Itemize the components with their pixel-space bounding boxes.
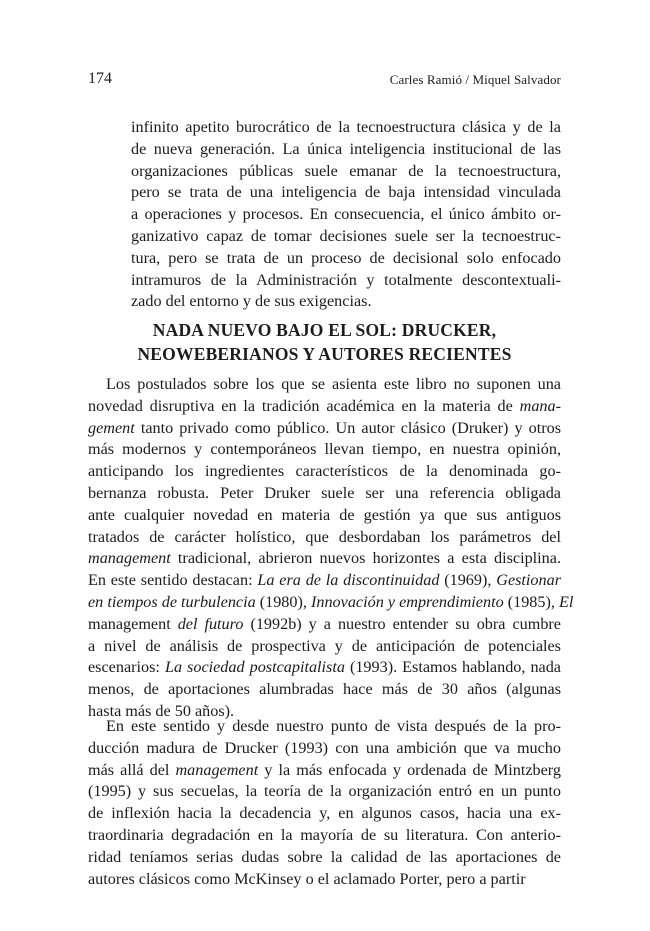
text-segment: traordinaria degradación en la mayoría de su literatura. Con anterio- — [88, 825, 561, 844]
italic-title-text: en tiempos de turbulencia — [88, 592, 256, 611]
paragraph-line — [88, 570, 561, 592]
text-segment: ducción madura de Drucker (1993) con una ambición que va mucho — [88, 738, 561, 757]
italic-title-text: gement — [88, 418, 135, 437]
italic-title-text: management — [88, 549, 171, 568]
paragraph-line — [88, 614, 561, 636]
text-segment: ante cualquier novedad en materia de gestión ya que sus antiguos — [88, 505, 561, 524]
quote-line: tura, pero se trata de un proceso de decisional solo enfocado — [131, 248, 561, 267]
text-segment: hasta más de 50 años). — [88, 701, 235, 720]
quote-line: ganizativo capaz de tomar decisiones suele ser la tecnoestruc- — [131, 226, 561, 245]
quote-line: zado del entorno y de sus exigencias. — [131, 292, 372, 311]
text-segment: (1992b) y a nuestro entender su obra cumbre — [243, 614, 561, 633]
page-header — [88, 70, 561, 90]
quote-line: de nueva generación. La única inteligencia institucional de las — [131, 139, 561, 158]
text-segment: ridad teníamos serias dudas sobre la calidad de las aportaciones de — [88, 847, 561, 866]
paragraph-line — [88, 374, 561, 396]
text-segment: En este sentido y desde nuestro punto de vista después de la pro- — [106, 717, 561, 735]
body-paragraph-1 — [88, 374, 574, 723]
quote-line: pero se trata de una inteligencia de baja intensidad vinculada — [131, 183, 561, 202]
running-head: Carles Ramió / Miquel Salvador — [389, 72, 561, 87]
text-segment: (1985), — [503, 592, 559, 611]
text-segment: Los postulados sobre los que se asienta este libro no suponen una — [106, 375, 561, 393]
text-segment: y la más enfocada y ordenada de Mintzberg — [258, 760, 561, 779]
italic-title-text: El — [558, 592, 574, 611]
text-segment: tradicional, abrieron nuevos horizontes a esta disciplina. — [170, 549, 561, 568]
quote-block — [131, 117, 561, 313]
paragraph-line — [88, 760, 561, 782]
italic-title-text: del futuro — [177, 614, 244, 633]
paragraph-line — [88, 396, 561, 418]
text-segment: anticipando los ingredientes característicos de la denominada go- — [88, 462, 561, 481]
text-segment: menos, de aportaciones alumbradas hace más de 30 años (algunas — [88, 680, 561, 699]
section-heading-line: NADA NUEVO BAJO EL SOL: DRUCKER, — [152, 320, 497, 340]
italic-title-text: Innovación y emprendimiento — [310, 592, 504, 611]
text-segment: a nivel de análisis de prospectiva y de anticipación de potenciales — [88, 636, 561, 655]
paragraph-line — [88, 418, 561, 440]
italic-title-text: Gestionar — [496, 571, 561, 590]
text-segment: más allá del — [88, 760, 176, 779]
paragraph-line — [88, 847, 561, 869]
paragraph-line — [88, 738, 561, 760]
text-segment: escenarios: — [88, 658, 165, 677]
quote-line: a operaciones y procesos. En consecuencia, el único ámbito or- — [131, 205, 561, 224]
section-heading — [88, 318, 561, 366]
body-paragraph-2 — [88, 716, 561, 890]
paragraph-line — [88, 505, 561, 527]
text-segment: (1995) y sus secuelas, la teoría de la organización entró en un punto — [88, 782, 561, 801]
paragraph-line — [88, 716, 561, 738]
text-segment: novedad disruptiva en la tradición académica en la materia de — [88, 396, 520, 415]
text-segment: autores clásicos como McKinsey o el aclamado Porter, pero a partir — [88, 869, 526, 888]
page-number: 174 — [88, 70, 112, 87]
italic-title-text: La sociedad postcapitalista — [164, 658, 345, 677]
text-segment: de inflexión hacia la decadencia y, en algunos casos, hacia una ex- — [88, 804, 561, 823]
italic-title-text: La era de la discontinuidad — [257, 571, 440, 590]
quote-line: intramuros de la Administración y totalmente descontextuali- — [131, 270, 561, 289]
paragraph-line — [88, 527, 561, 549]
text-segment: (1980), — [255, 592, 311, 611]
paragraph-line — [88, 657, 561, 679]
text-segment: (1993). Estamos hablando, nada — [344, 658, 561, 677]
italic-title-text: mana- — [519, 396, 561, 415]
paragraph-line — [88, 869, 561, 891]
text-segment: (1969), — [439, 571, 497, 590]
paragraph-line — [88, 803, 561, 825]
section-heading-line: NEOWEBERIANOS Y AUTORES RECIENTES — [137, 344, 512, 364]
paragraph-line — [88, 439, 561, 461]
italic-title-text: management — [175, 760, 259, 779]
paragraph-line — [88, 825, 561, 847]
text-segment: más modernos y contemporáneos llevan tiempo, en nuestra opinión, — [88, 440, 561, 459]
paragraph-line — [88, 483, 561, 505]
text-segment: tanto privado como público. Un autor clásico (Druker) y otros — [134, 418, 561, 437]
text-segment: management — [88, 614, 178, 633]
paragraph-line — [88, 461, 561, 483]
paragraph-line — [88, 592, 574, 614]
paragraph-line — [88, 679, 561, 701]
text-segment: En este sentido destacan: — [88, 571, 258, 590]
paragraph-line — [88, 781, 561, 803]
text-segment: tratados de carácter holístico, que desbordaban los parámetros del — [88, 527, 561, 546]
quote-line: infinito apetito burocrático de la tecnoestructura clásica y de la — [131, 118, 561, 136]
text-segment: bernanza robusta. Peter Druker suele ser una referencia obligada — [88, 483, 561, 502]
paragraph-line — [88, 548, 561, 570]
paragraph-line — [88, 636, 561, 658]
quote-line: organizaciones públicas suele emanar de la tecnoestructura, — [131, 161, 561, 180]
